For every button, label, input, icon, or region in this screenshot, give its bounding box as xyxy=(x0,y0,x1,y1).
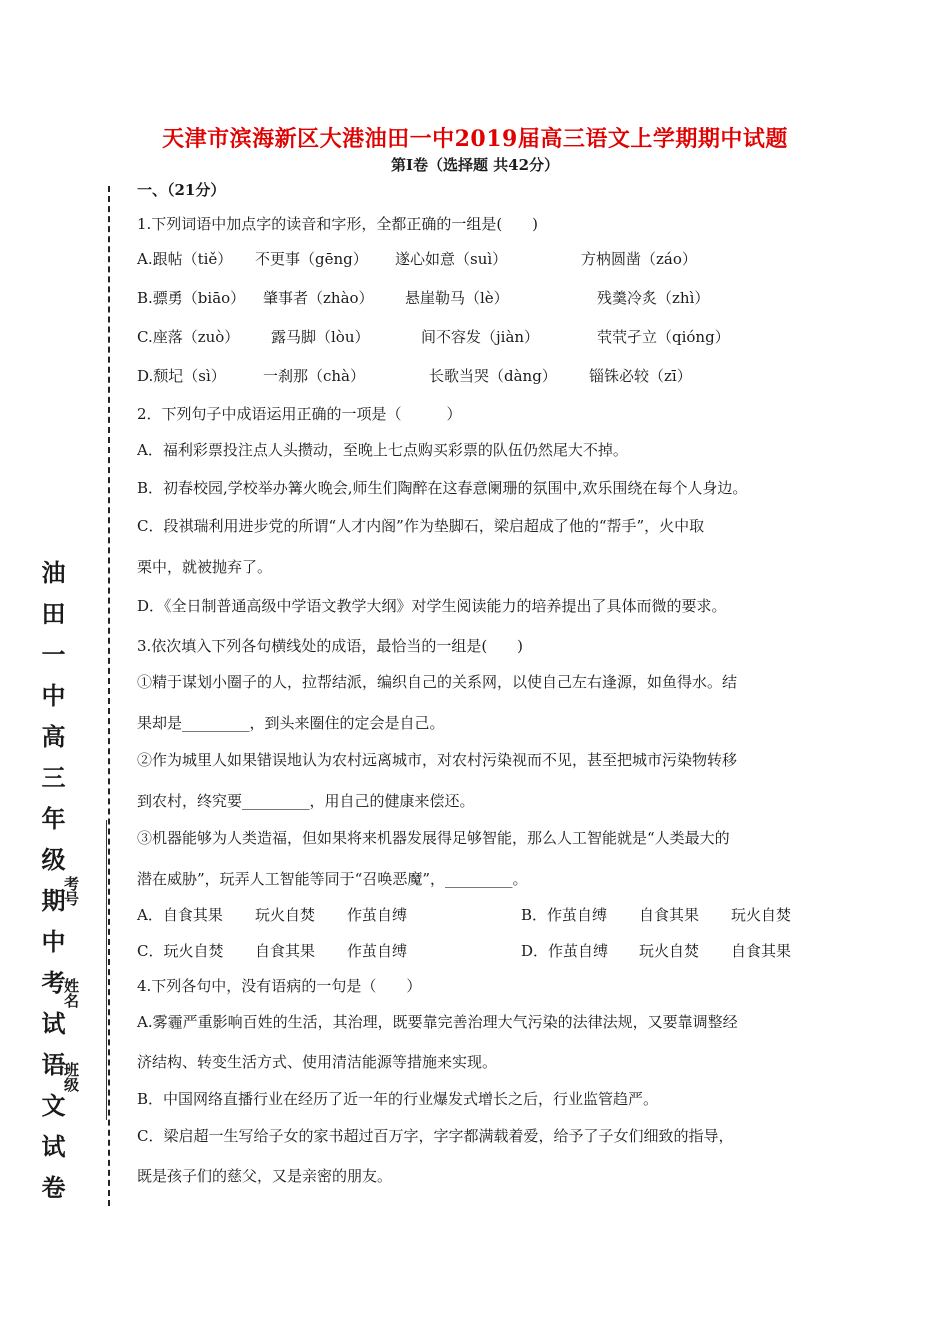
q3-a-2: 玩火自焚 xyxy=(255,906,316,924)
q3-a-1: A．自食其果 xyxy=(137,906,223,924)
info-underline xyxy=(106,820,107,1120)
q2-option-b: B．初春校园,学校举办篝火晚会,师生们陶醉在这春意阑珊的氛围中,欢乐围绕在每个人身边。 xyxy=(137,479,748,497)
class-label: 班级 xyxy=(62,1062,80,1092)
q1-b-1: B.骠勇（biāo） xyxy=(137,289,246,307)
name-label: 姓名 xyxy=(62,978,80,1008)
q4-option-a-line1: A.雾霾严重影响百姓的生活，其治理，既要靠完善治理大气污染的法律法规，又要靠调整经 xyxy=(137,1013,738,1031)
q3-sentence3-line2: 潜在威胁”，玩弄人工智能等同于“召唤恶魔”，_________。 xyxy=(137,870,528,888)
q3-sentence3-line1: ③机器能够为人类造福，但如果将来机器发展得足够智能，那么人工智能就是“人类最大的 xyxy=(137,829,730,847)
q3-d-2: 玩火自焚 xyxy=(639,942,700,960)
binding-line xyxy=(108,186,110,1206)
q1-c-1: C.座落（zuò） xyxy=(137,328,240,346)
document-title: 天津市滨海新区大港油田一中2019届高三语文上学期期中试题 xyxy=(162,126,788,152)
q4-option-b: B．中国网络直播行业在经历了近一年的行业爆发式增长之后，行业监管趋严。 xyxy=(137,1090,659,1108)
q3-sentence2-line1: ②作为城里人如果错误地认为农村远离城市，对农村污染视而不见，甚至把城市污染物转移 xyxy=(137,751,738,769)
number-label: 考号 xyxy=(62,876,80,906)
q3-b-3: 玩火自焚 xyxy=(731,906,792,924)
q1-c-4: 茕茕孑立（qióng） xyxy=(597,328,730,346)
q3-d-1: D．作茧自缚 xyxy=(521,942,609,960)
q1-d-4: 锱铢必较（zī） xyxy=(589,367,692,385)
q1-d-2: 一刹那（chà） xyxy=(263,367,366,385)
q3-option-d xyxy=(521,940,792,961)
q2-option-a: A．福利彩票投注点人头攒动，至晚上七点购买彩票的队伍仍然尾大不掉。 xyxy=(137,441,628,459)
q4-option-c-line1: C．梁启超一生写给子女的家书超过百万字，字字都满载着爱，给予了子女们细致的指导， xyxy=(137,1127,734,1145)
q1-c-3: 间不容发（jiàn） xyxy=(421,328,540,346)
q1-c-2: 露马脚（lòu） xyxy=(271,328,370,346)
q3-b-1: B．作茧自缚 xyxy=(521,906,608,924)
q1-option-b xyxy=(137,287,710,308)
q1-d-1: D.颓圮（sì） xyxy=(137,367,226,385)
section-heading: 一、（21分） xyxy=(137,181,226,199)
q3-option-b xyxy=(521,904,792,925)
q1-a-4: 方枘圆凿（záo） xyxy=(581,250,697,268)
q3-a-3: 作茧自缚 xyxy=(347,906,408,924)
q3-stem: 3.依次填入下列各句横线处的成语，最恰当的一组是( ) xyxy=(137,637,524,655)
q4-option-a-line2: 济结构、转变生活方式、使用清洁能源等措施来实现。 xyxy=(137,1053,498,1071)
q3-option-a xyxy=(137,904,408,925)
q1-option-d xyxy=(137,365,692,386)
q1-a-3: 遂心如意（suì） xyxy=(395,250,508,268)
q1-option-a xyxy=(137,248,697,269)
q3-c-3: 作茧自缚 xyxy=(347,942,408,960)
q3-d-3: 自食其果 xyxy=(731,942,792,960)
sidebar-exam-title: 油田一中高三年级期中考试语文试卷 xyxy=(37,560,65,1216)
q3-sentence1-line2: 果却是_________，到头来圈住的定会是自己。 xyxy=(137,714,445,732)
q3-sentence1-line1: ①精于谋划小圈子的人，拉帮结派，编织自己的关系网，以使自己左右逢源，如鱼得水。结 xyxy=(137,673,738,691)
q1-b-3: 悬崖勒马（lè） xyxy=(405,289,509,307)
q2-option-c-line1: C．段祺瑞利用进步党的所谓“人才内阁”作为垫脚石，梁启超成了他的“帮手”，火中取 xyxy=(137,517,705,535)
q3-option-c xyxy=(137,940,408,961)
q1-option-c xyxy=(137,326,730,347)
q3-c-1: C．玩火自焚 xyxy=(137,942,224,960)
q1-b-4: 残羹冷炙（zhì） xyxy=(597,289,710,307)
q4-option-c-line2: 既是孩子们的慈父，又是亲密的朋友。 xyxy=(137,1167,393,1185)
q2-option-c-line2: 栗中，就被抛弃了。 xyxy=(137,558,273,576)
q1-a-2: 不更事（gēng） xyxy=(255,250,368,268)
q1-b-2: 肇事者（zhào） xyxy=(263,289,374,307)
q2-option-d: D．《全日制普通高级中学语文教学大纲》对学生阅读能力的培养提出了具体而微的要求。 xyxy=(137,597,727,615)
q3-b-2: 自食其果 xyxy=(639,906,700,924)
q1-d-3: 长歌当哭（dàng） xyxy=(429,367,557,385)
q4-stem: 4.下列各句中，没有语病的一句是（ ） xyxy=(137,977,422,995)
q3-sentence2-line2: 到农村，终究要_________，用自己的健康来偿还。 xyxy=(137,792,475,810)
q1-stem: 1.下列词语中加点字的读音和字形，全都正确的一组是( ) xyxy=(137,215,539,233)
q2-stem: 2．下列句子中成语运用正确的一项是（ ） xyxy=(137,405,462,423)
q3-c-2: 自食其果 xyxy=(255,942,316,960)
section-subtitle: 第Ⅰ卷（选择题 共42分） xyxy=(390,156,560,174)
q1-a-1: A.跟帖（tiě） xyxy=(137,250,233,268)
